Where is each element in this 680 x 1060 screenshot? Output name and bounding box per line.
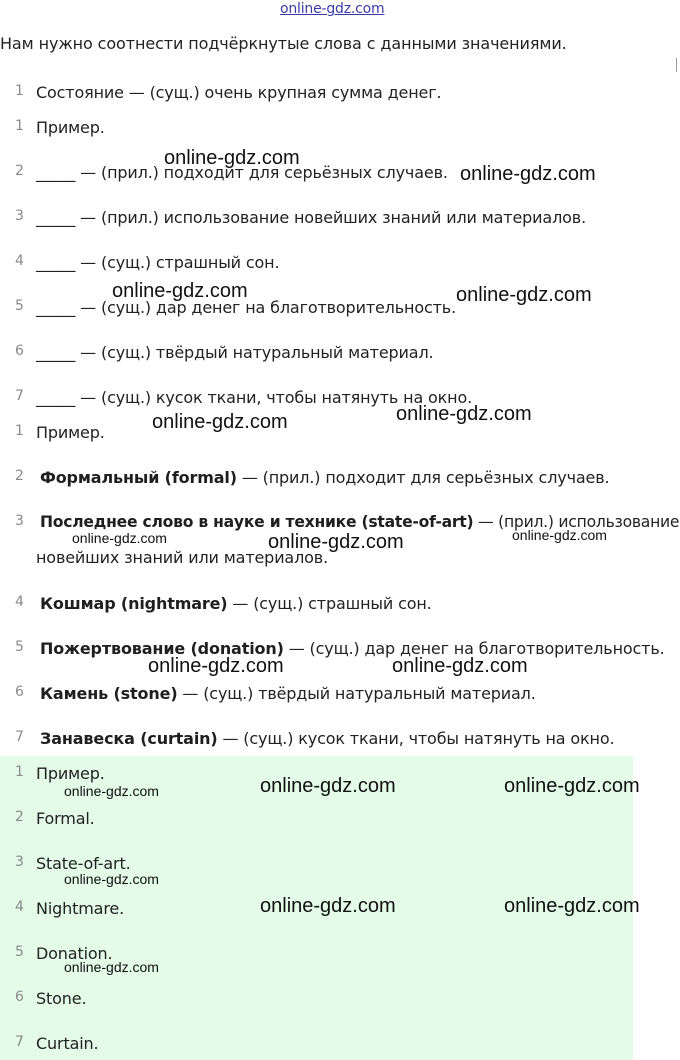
item-number: 1 [15,118,24,134]
watermark-text: online-gdz.com [64,959,159,975]
term-bold: Занавеска (curtain) [40,729,218,748]
watermark-text: online-gdz.com [504,895,640,917]
term-bold: Формальный (formal) [40,468,237,487]
item-text: Curtain. [36,1034,99,1053]
item-number: 3 [15,208,24,224]
watermark-text: online-gdz.com [64,783,159,799]
item-number: 2 [15,163,24,179]
watermark-text: online-gdz.com [512,527,607,543]
item-text: _____ — (сущ.) кусок ткани, чтобы натянуть на окно. [36,388,473,407]
item-text [40,639,665,658]
item-number: 1 [15,423,24,439]
watermark-text: online-gdz.com [148,655,284,677]
item-number: 6 [15,343,24,359]
item-number: 4 [15,253,24,269]
watermark-text: online-gdz.com [64,871,159,887]
item-number: 3 [15,513,24,529]
watermark-text: online-gdz.com [72,530,167,546]
watermark-text: online-gdz.com [460,163,596,185]
term-definition: — (прил.) использование [473,513,680,531]
watermark-text: online-gdz.com [164,147,300,169]
watermark-text: online-gdz.com [260,895,396,917]
item-text: State-of-art. [36,854,131,873]
term-definition: — (сущ.) твёрдый натуральный материал. [177,684,536,703]
term-definition: — (сущ.) дар денег на благотворительность. [283,639,665,658]
item-number: 5 [15,298,24,314]
watermark-text: online-gdz.com [392,655,528,677]
item-text: _____ — (сущ.) страшный сон. [36,253,280,272]
term-bold: Пожертвование (donation) [40,639,284,658]
item-text: _____ — (сущ.) дар денег на благотворительность. [36,298,457,317]
item-number: 7 [15,388,24,404]
item-text: Formal. [36,809,95,828]
watermark-text: online-gdz.com [268,531,404,553]
item-number: 4 [15,594,24,610]
item-text: _____ — (прил.) использование новейших знаний или материалов. [36,208,587,227]
item-number: 5 [15,639,24,655]
site-link[interactable]: online-gdz.com [280,1,385,17]
term-bold: Кошмар (nightmare) [40,594,228,613]
term-definition: — (прил.) подходит для серьёзных случаев. [236,468,610,487]
item-text-continuation: новейших знаний или материалов. [36,548,329,567]
watermark-text: online-gdz.com [396,403,532,425]
task-intro: Нам нужно соотнести подчёркнутые слова с данными значениями. [0,34,567,53]
item-text: _____ — (сущ.) твёрдый натуральный материал. [36,343,434,362]
item-number: 6 [15,684,24,700]
term-bold: Последнее слово в науке и технике (state-of-art) [40,513,474,531]
item-text: Состояние — (сущ.) очень крупная сумма денег. [36,83,442,102]
item-number: 5 [15,944,24,960]
item-text: Пример. [36,423,105,442]
item-text: Пример. [36,764,105,783]
item-number: 7 [15,729,24,745]
watermark-text: online-gdz.com [152,411,288,433]
item-text: Nightmare. [36,899,125,918]
item-text: _____ — (прил.) подходит для серьёзных случаев. [36,163,448,182]
watermark-text: online-gdz.com [112,280,248,302]
item-text [40,684,536,703]
item-number: 4 [15,899,24,915]
item-text: Пример. [36,118,105,137]
item-text [40,729,614,748]
item-text: Stone. [36,989,87,1008]
term-definition: — (сущ.) кусок ткани, чтобы натянуть на окно. [217,729,615,748]
scrollbar-mark [676,58,677,72]
item-text [40,594,432,613]
watermark-text: online-gdz.com [456,284,592,306]
watermark-text: online-gdz.com [504,775,640,797]
term-definition: — (сущ.) страшный сон. [227,594,432,613]
item-number: 2 [15,809,24,825]
item-text: Donation. [36,944,113,963]
item-number: 1 [15,83,24,99]
item-number: 1 [15,764,24,780]
item-number: 3 [15,854,24,870]
watermark-text: online-gdz.com [260,775,396,797]
item-number: 2 [15,468,24,484]
item-number: 7 [15,1034,24,1050]
item-number: 6 [15,989,24,1005]
term-bold: Камень (stone) [40,684,178,703]
item-text [40,468,609,487]
